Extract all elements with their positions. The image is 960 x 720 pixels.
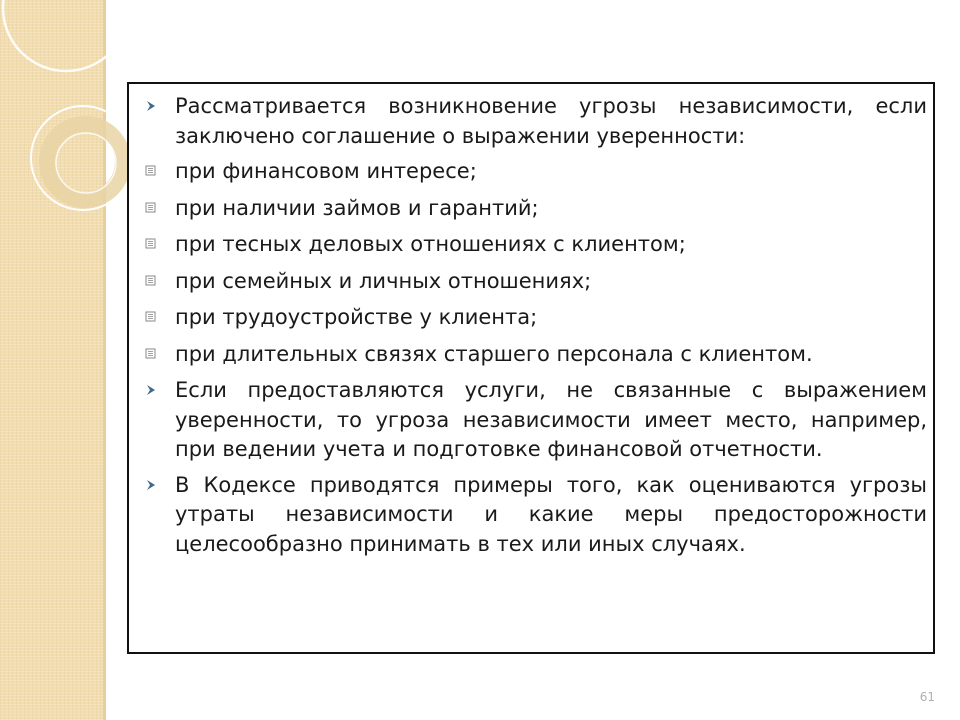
bullet-text: при трудоустройстве у клиента; (175, 305, 538, 329)
content-frame (127, 82, 935, 654)
arrow-bullet-icon (145, 92, 161, 121)
arrow-bullet-icon (145, 376, 161, 405)
decor-ring-inner (56, 133, 116, 193)
main-bullet-item (145, 471, 927, 560)
bullet-text: при тесных деловых отношениях с клиентом; (175, 232, 686, 256)
bullet-text: Если предоставляются услуги, не связанные с выражением уверенности, то угроза независимости имеет место, например, при ведении учета и подготовке финансовой отчетности. (175, 378, 927, 461)
page-number: 61 (919, 690, 935, 704)
main-bullet-item (145, 92, 927, 151)
square-bullet-icon (145, 230, 161, 259)
main-bullet-item (145, 376, 927, 465)
bullet-text: Рассматривается возникновение угрозы независимости, если заключено соглашение о выражении уверенности: (175, 94, 927, 148)
bullet-text: при финансовом интересе; (175, 159, 477, 183)
sub-bullet-item (145, 303, 927, 333)
bullet-text: при длительных связях старшего персонала с клиентом. (175, 341, 813, 366)
square-bullet-icon (145, 303, 161, 332)
square-bullet-icon (145, 267, 161, 296)
sub-bullet-item (145, 194, 927, 224)
sub-bullet-item (145, 267, 927, 297)
square-bullet-icon (145, 157, 161, 186)
bullet-text: при наличии займов и гарантий; (175, 195, 539, 220)
arrow-bullet-icon (145, 471, 161, 500)
bullet-text: В Кодексе приводятся примеры того, как оцениваются угрозы утраты независимости и какие меры предосторожности целесообразно принимать в тех или иных случаях. (175, 472, 927, 556)
bullet-text: при семейных и личных отношениях; (175, 268, 592, 293)
decor-ring-thick (47, 124, 123, 200)
sub-bullet-item (145, 157, 927, 187)
sub-bullet-item (145, 340, 927, 370)
sub-bullet-item (145, 230, 927, 260)
square-bullet-icon (145, 340, 161, 369)
decor-circle-large (3, 0, 129, 71)
square-bullet-icon (145, 194, 161, 223)
bullet-list (145, 92, 927, 565)
